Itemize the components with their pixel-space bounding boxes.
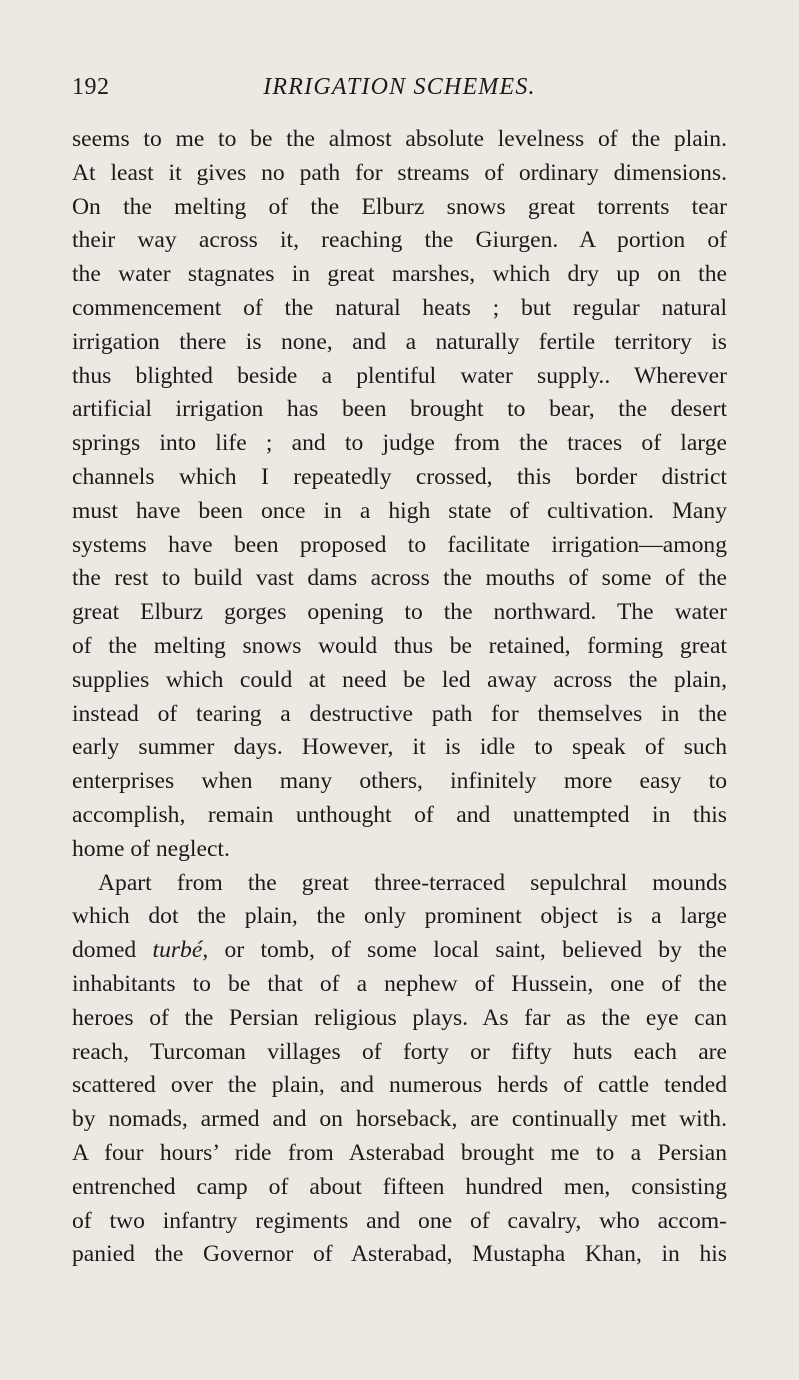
text-line: inhabitants to be that of a nephew of Hussein, one of the	[72, 970, 727, 997]
text-line: scattered over the plain, and numerous herds of cattle tended	[72, 1072, 727, 1099]
text-line: systems have been proposed to facilitate irrigation—among	[72, 531, 727, 558]
text-line: by nomads, armed and on horseback, are continually met with.	[72, 1106, 727, 1133]
italic-term-turbe: turbé,	[152, 937, 209, 964]
running-head: IRRIGATION SCHEMES.	[263, 74, 536, 100]
text-line: early summer days. However, it is idle to speak of such	[72, 734, 727, 761]
domed-word: domed	[72, 937, 137, 964]
text-line: enterprises when many others, infinitely more easy to	[72, 768, 727, 795]
text-line: irrigation there is none, and a naturally fertile territory is	[72, 328, 727, 355]
text-line: heroes of the Persian religious plays. As far as the eye can	[72, 1004, 727, 1031]
text-line: great Elburz gorges opening to the northward. The water	[72, 599, 727, 626]
page-header	[72, 74, 727, 104]
text-line: At least it gives no path for streams of ordinary dimensions.	[72, 159, 727, 186]
text-line: A four hours’ ride from Asterabad brought me to a Persian	[72, 1139, 727, 1166]
page-number: 192	[72, 74, 110, 100]
paragraph-end-line: home of neglect.	[72, 835, 230, 862]
text-line: must have been once in a high state of cultivation. Many	[72, 497, 727, 524]
text-line: which dot the plain, the only prominent object is a large	[72, 903, 727, 930]
line-remainder: or tomb, of some local saint, believed by the	[224, 937, 727, 964]
text-line: thus blighted beside a plentiful water supply.. Wherever	[72, 362, 727, 389]
text-line: reach, Turcoman villages of forty or fifty huts each are	[72, 1038, 727, 1065]
body-text	[72, 123, 727, 1272]
text-line: seems to me to be the almost absolute levelness of the plain.	[72, 126, 727, 152]
text-line-with-italic	[72, 934, 727, 968]
text-line: the water stagnates in great marshes, which dry up on the	[72, 261, 727, 288]
text-line: of the melting snows would thus be retained, forming great	[72, 632, 727, 659]
text-line: channels which I repeatedly crossed, this border district	[72, 463, 727, 490]
text-line: artificial irrigation has been brought to bear, the desert	[72, 396, 727, 423]
text-line: the rest to build vast dams across the mouths of some of the	[72, 565, 727, 592]
text-line: of two infantry regiments and one of cavalry, who accom-	[72, 1207, 727, 1234]
text-line: springs into life ; and to judge from the traces of large	[72, 430, 727, 457]
text-line: entrenched camp of about fifteen hundred men, consisting	[72, 1173, 727, 1200]
text-line: On the melting of the Elburz snows great torrents tear	[72, 193, 727, 220]
text-line: panied the Governor of Asterabad, Mustapha Khan, in his	[72, 1241, 727, 1268]
text-line: commencement of the natural heats ; but regular natural	[72, 294, 727, 321]
text-line: their way across it, reaching the Giurgen. A portion of	[72, 227, 727, 254]
text-line: supplies which could at need be led away across the plain,	[72, 666, 727, 693]
text-line: instead of tearing a destructive path for themselves in the	[72, 700, 727, 727]
text-line: accomplish, remain unthought of and unattempted in this	[72, 801, 727, 828]
paragraph-start-line: Apart from the great three-terraced sepulchral mounds	[98, 869, 727, 896]
